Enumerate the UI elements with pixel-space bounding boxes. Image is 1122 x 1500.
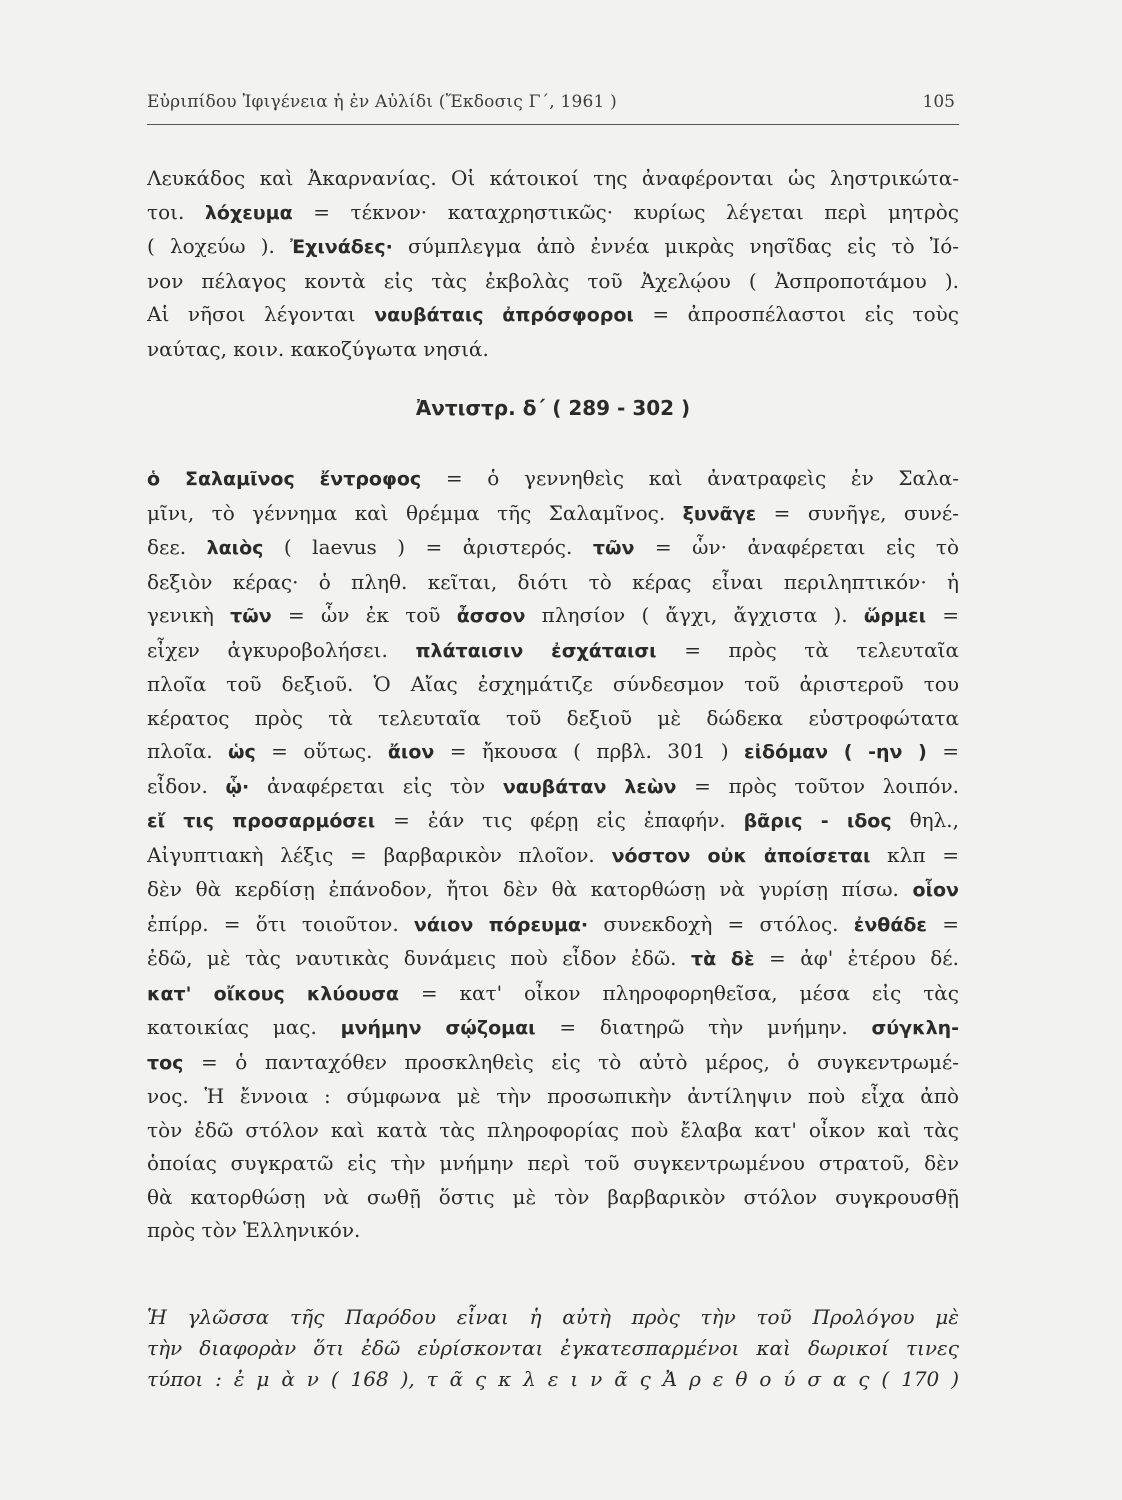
section-line-range: ( 289 - 302 ) (552, 396, 691, 420)
gloss-text: νος. Ἡ ἔννοια : σύμφωνα μὲ τὴν προσωπικὴν ἀντίληψιν ποὺ εἶχα ἀπὸ (147, 1084, 959, 1108)
text-line (147, 1333, 959, 1364)
text-line (147, 599, 959, 634)
gloss-text: εἶχεν ἀγκυροβολήσει. (147, 637, 416, 662)
gloss-text: γενικὴ (147, 603, 231, 627)
gloss-text: = τέκνον· καταχρηστικῶς· κυρίως λέγεται περὶ μητρὸς (292, 199, 959, 224)
text-line (147, 298, 959, 333)
gloss-text: κέρατος πρὸς τὰ τελευταῖα τοῦ δεξιοῦ μὲ δώδεκα εὐστροφώτατα (147, 705, 959, 730)
gloss-text: τὴν διαφορὰν ὅτι ἐδῶ εὑρίσκονται ἐγκατεσπαρμένοι καὶ δωρικοί τινες (147, 1336, 959, 1360)
gloss-text: = οὕτως. (255, 739, 388, 763)
lemma-term: ὁ Σαλαμῖνος ἔντροφος (147, 468, 422, 490)
gloss-text: ἐπίρρ. = ὅτι τοιοῦτον. (147, 911, 414, 936)
lemma-term: ξυνᾶγε (682, 502, 757, 525)
text-line (147, 1011, 959, 1046)
lemma-term: ἄιον (387, 741, 435, 763)
lemma-term: πλάταισιν ἐσχάταισι (415, 639, 657, 662)
text-line (147, 333, 959, 367)
gloss-text: τύποι : ἐ μ ὰ ν ( 168 ), τ ᾶ ς κ λ ε ι ν ᾶ ς Ἀ ρ ε θ ο ύ σ α ς ( 170 ) (147, 1367, 959, 1391)
lemma-term: ναυβάταν λεὼν (502, 775, 677, 798)
lemma-term: Ἐχινάδες· (290, 236, 393, 258)
text-line (147, 566, 959, 600)
text-line (147, 873, 959, 908)
text-line (147, 1364, 959, 1395)
gloss-text: πρὸς τὸν Ἑλληνικόν. (147, 1218, 361, 1242)
gloss-text: ναύτας, κοιν. κακοζύγωτα νησιά. (147, 336, 489, 361)
gloss-text: δὲν θὰ κερδίσῃ ἐπάνοδον, ἤτοι δὲν θὰ κατορθώσῃ νὰ γυρίσῃ πίσω. (147, 877, 913, 901)
gloss-text: = πρὸς τοῦτον λοιπόν. (676, 773, 959, 798)
gloss-text: = κατ' οἶκον πληροφορηθεῖσα, μέσα εἰς τὰς (399, 980, 959, 1005)
text-line (147, 1147, 959, 1181)
lemma-term: ὡς (227, 741, 256, 763)
lemma-term: τὰ δὲ (691, 948, 755, 970)
text-line (147, 1214, 959, 1248)
text-line (147, 1302, 959, 1333)
gloss-text: Αἰγυπτιακὴ λέξις = βαρβαρικὸν πλοῖον. (147, 842, 612, 867)
text-line (147, 942, 959, 977)
gloss-text: πλοῖα τοῦ δεξιοῦ. Ὁ Αἴας ἐσχημάτιζε σύνδεσμον τοῦ ἀριστεροῦ του (147, 672, 959, 696)
running-header (147, 92, 959, 122)
gloss-text: = ἀπροσπέλαστοι εἰς τοὺς (633, 302, 959, 326)
lemma-term: μνήμην σῴζομαι (340, 1017, 536, 1039)
text-line (147, 668, 959, 702)
lemma-term: ἆσσον (456, 605, 526, 627)
gloss-text: ὁποίας συγκρατῶ εἰς τὴν μνήμην περὶ τοῦ συγκεντρωμένου στρατοῦ, δὲν (147, 1151, 959, 1175)
gloss-text: θηλ., (891, 808, 959, 832)
commentary-paragraph-2 (147, 462, 959, 1248)
gloss-text: = (925, 603, 959, 627)
text-line (147, 462, 959, 497)
gloss-text: = (926, 739, 959, 763)
gloss-text: ( laevus ) = ἀριστερός. (263, 535, 593, 559)
gloss-text: συνεκδοχὴ = στόλος. (588, 911, 854, 936)
text-line (147, 977, 959, 1012)
lemma-term: εἴ τις προσαρμόσει (147, 810, 376, 832)
gloss-text: ( λοχεύω ). (147, 234, 291, 258)
text-line (147, 702, 959, 736)
gloss-text: κλπ = (870, 842, 959, 867)
text-line (147, 1114, 959, 1148)
text-line (147, 1080, 959, 1114)
lemma-term: σύγκλη- (871, 1017, 959, 1039)
lemma-term: κατ' οἴκους κλύουσα (147, 982, 399, 1005)
gloss-text: ἀναφέρεται εἰς τὸν (249, 773, 503, 798)
gloss-text: Αἱ νῆσοι λέγονται (147, 302, 375, 326)
gloss-text: ἐδῶ, μὲ τὰς ναυτικὰς δυνάμεις ποὺ εἶδον ἐδῶ. (147, 946, 691, 970)
gloss-text: μῖνι, τὸ γέννημα καὶ θρέμμα τῆς Σαλαμῖνος. (147, 500, 683, 525)
gloss-text: = διατηρῶ τὴν μνήμην. (535, 1015, 872, 1039)
gloss-text: πλησίον ( ἄγχι, ἄγχιστα ). (525, 603, 864, 627)
text-line (147, 1181, 959, 1215)
gloss-text: = ὁ πανταχόθεν προσκληθεὶς εἰς τὸ αὐτὸ μέρος, ὁ συγκεντρωμέ- (183, 1049, 959, 1074)
gloss-text: = (927, 911, 959, 936)
commentary-paragraph-1 (147, 162, 959, 366)
gloss-text: Λευκάδος καὶ Ἀκαρνανίας. Οἱ κάτοικοί της ἀναφέρονται ὡς ληστρικώτα- (147, 166, 959, 190)
lemma-term: τῶν (592, 537, 635, 559)
gloss-text: = ὧν ἐκ τοῦ (271, 603, 457, 627)
text-line (147, 196, 959, 231)
gloss-text: = πρὸς τὰ τελευταῖα (656, 637, 959, 662)
gloss-text: σύμπλεγμα ἀπὸ ἐννέα μικρὰς νησῖδας εἰς τὸ Ἰό- (392, 234, 959, 258)
gloss-text: = ἤκουσα ( πρβλ. 301 ) (434, 739, 745, 763)
lemma-term: τος (147, 1051, 184, 1074)
gloss-text: = ὁ γεννηθεὶς καὶ ἀνατραφεὶς ἐν Σαλα- (421, 466, 959, 490)
gloss-text: τοι. (147, 199, 205, 224)
text-line (147, 531, 959, 566)
text-line (147, 497, 959, 532)
lemma-term: ἐνθάδε (853, 913, 928, 936)
gloss-text: δεε. (147, 535, 207, 559)
page-number: 105 (922, 92, 955, 112)
gloss-text: πλοῖα. (147, 739, 228, 763)
gloss-text: εἶδον. (147, 773, 226, 798)
gloss-text: τὸν ἐδῶ στόλον καὶ κατὰ τὰς πληροφορίας ποὺ ἔλαβα κατ' οἶκον καὶ τὰς (147, 1117, 959, 1142)
header-title: Εὐριπίδου Ἰφιγένεια ἡ ἐν Αὐλίδι (Ἔκδοσις Γ΄, 1961 ) (147, 92, 618, 112)
text-line (147, 804, 959, 839)
text-line (147, 230, 959, 265)
lemma-term: λαιὸς (206, 537, 264, 559)
header-rule (147, 124, 959, 125)
section-label: Ἀντιστρ. δ΄ (415, 396, 546, 420)
lemma-term: εἰδόμαν ( -ην ) (744, 741, 927, 763)
gloss-text: = συνῆγε, συνέ- (756, 500, 959, 525)
gloss-text: κατοικίας μας. (147, 1015, 341, 1039)
lemma-term: ᾧ· (225, 775, 250, 798)
text-line (147, 908, 959, 943)
text-line (147, 634, 959, 669)
gloss-text: δεξιὸν κέρας· ὁ πληθ. κεῖται, διότι τὸ κέρας εἶναι περιληπτικόν· ἡ (147, 569, 959, 594)
text-line (147, 1046, 959, 1081)
section-heading (147, 396, 959, 420)
lemma-term: βᾶρις - ιδος (743, 810, 892, 832)
lemma-term: ναυβάταις ἀπρόσφοροι (374, 304, 634, 326)
language-note-paragraph (147, 1302, 959, 1395)
text-line (147, 770, 959, 805)
gloss-text: θὰ κατορθώσῃ νὰ σωθῇ ὅστις μὲ τὸν βαρβαρικὸν στόλον συγκρουσθῇ (147, 1184, 959, 1209)
lemma-term: νόστον οὐκ ἀποίσεται (611, 844, 871, 867)
gloss-text: Ἡ γλῶσσα τῆς Παρόδου εἶναι ἡ αὐτὴ πρὸς τὴν τοῦ Προλόγου μὲ (147, 1305, 959, 1329)
text-line (147, 265, 959, 299)
lemma-term: τῶν (230, 605, 272, 627)
lemma-term: οἷον (912, 879, 959, 901)
gloss-text: = ὧν· ἀναφέρεται εἰς τὸ (634, 535, 959, 559)
gloss-text: νον πέλαγος κοντὰ εἰς τὰς ἐκβολὰς τοῦ Ἀχελῴου ( Ἀσπροποτάμου ). (147, 268, 959, 293)
gloss-text: = ἐάν τις φέρῃ εἰς ἐπαφήν. (375, 808, 744, 832)
lemma-term: λόχευμα (204, 201, 293, 224)
lemma-term: νάιον πόρευμα· (413, 913, 589, 936)
text-line (147, 839, 959, 874)
lemma-term: ὥρμει (863, 605, 926, 627)
gloss-text: = ἀφ' ἑτέρου δέ. (754, 946, 959, 970)
text-line (147, 162, 959, 196)
text-line (147, 735, 959, 770)
